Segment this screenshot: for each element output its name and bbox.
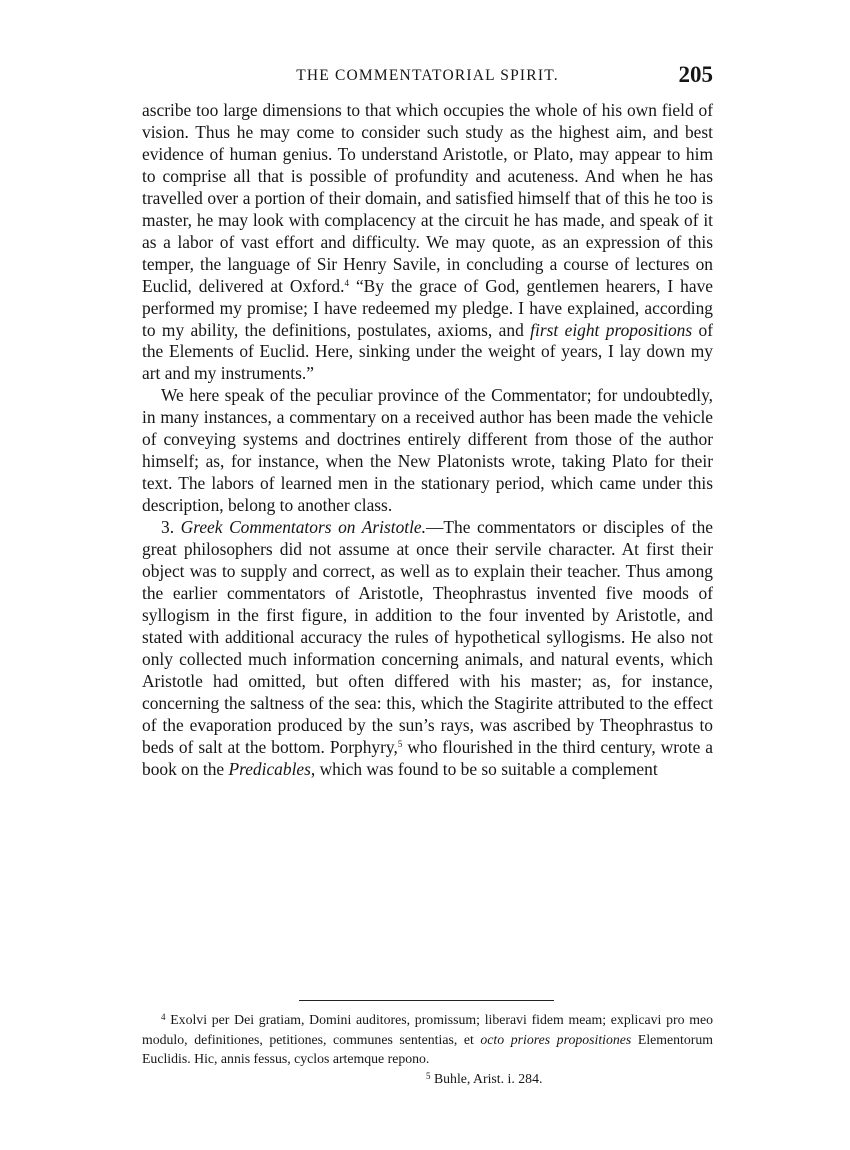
page-number: 205 [678, 62, 713, 87]
paragraph-2: We here speak of the peculiar province of the Commentator; for undoubtedly, in many instances, a commentary on a received author has been made the vehicle of conveying systems and doctrines entirely different from those of the author himself; as, for instance, when the New Platonists wrote, taking Plato for their text. The labors of learned men in the stationary period, which came under this description, belong to another class. [142, 385, 713, 516]
footnote-4 [142, 1010, 713, 1069]
footnote-ref-5: 5 [397, 738, 403, 749]
running-head [142, 64, 713, 88]
paragraph-3-text-c: , which was found to be so suitable a complement [310, 758, 658, 779]
footnote-4-italic: octo priores propositiones [480, 1031, 632, 1047]
paragraph-3-italic: Predicables [228, 758, 311, 779]
paragraph-1 [142, 100, 713, 385]
footnote-rule [299, 1000, 554, 1001]
paragraph-1-text-c: of the Elements of Euclid. Here, sinking under the weight of years, I lay down my art and my instruments.” [142, 319, 713, 384]
footnote-5-mark: 5 [426, 1070, 431, 1081]
paragraph-3 [142, 517, 713, 780]
footnote-4-text-a: Exolvi per Dei gratiam, Domini auditores, promissum; liberavi fidem meam; explicavi pro meo modulo, definitiones, petitiones, communes sententias, et [142, 1012, 713, 1047]
footnote-4-mark: 4 [161, 1012, 166, 1022]
paragraph-3-text-a: —The commentators or disciples of the great philosophers did not assume at once their servile character. At first their object was to supply and correct, as well as to explain their teacher. Thus among the earlier commentators of Aristotle, Theophrastus invented five moods of syllogism in the first figure, in addition to the four invented by Aristotle, and stated with additional accuracy the rules of hypothetical syllogisms. He also not only collected much information concerning animals, and natural events, which Aristotle had omitted, but often differed with his master; as, for instance, concerning the saltness of the sea: this, which the Stagirite attributed to the effect of the evaporation produced by the sun’s rays, was ascribed by Theophrastus to beds of salt at the bottom. Porphyry, [142, 517, 713, 757]
paragraph-3-text-b: who flourished in the third century, wrote a book on the [142, 736, 714, 779]
footnote-5-text: Buhle, Arist. i. 284. [430, 1070, 543, 1086]
footnotes [142, 1010, 713, 1086]
section-number: 3. [161, 517, 181, 538]
footnote-ref-4: 4 [344, 277, 349, 288]
footnote-5 [426, 1069, 542, 1089]
paragraph-1-text-a: ascribe too large dimensions to that which occupies the whole of his own field of vision. Thus he may come to consider such study as the highest aim, and best evidence of human genius. To understand Aristotle, or Plato, may appear to him to comprise all that is possible of profundity and acuteness. And when he has travelled over a portion of their domain, and satisfied himself that of this he too is master, he may look with complacency at the circuit he has made, and speak of it as a labor of vast effort and difficulty. We may quote, as an expression of this temper, the language of Sir Henry Savile, in concluding a course of lectures on Euclid, delivered at Oxford. [142, 100, 713, 296]
footnote-4-text-b: Elementorum Euclidis. Hic, annis fessus, cyclos artemque repono. [142, 1031, 713, 1066]
paragraph-1-text-b: “By the grace of God, gentlemen hearers, I have performed my promise; I have redeemed my pledge. I have explained, according to my ability, the definitions, postulates, axioms, and [142, 275, 714, 340]
running-title: THE COMMENTATORIAL SPIRIT. [296, 67, 559, 84]
paragraph-1-italic: first eight propositions [530, 319, 693, 340]
body-text [142, 100, 713, 781]
section-heading: Greek Commentators on Aristotle. [180, 517, 426, 538]
